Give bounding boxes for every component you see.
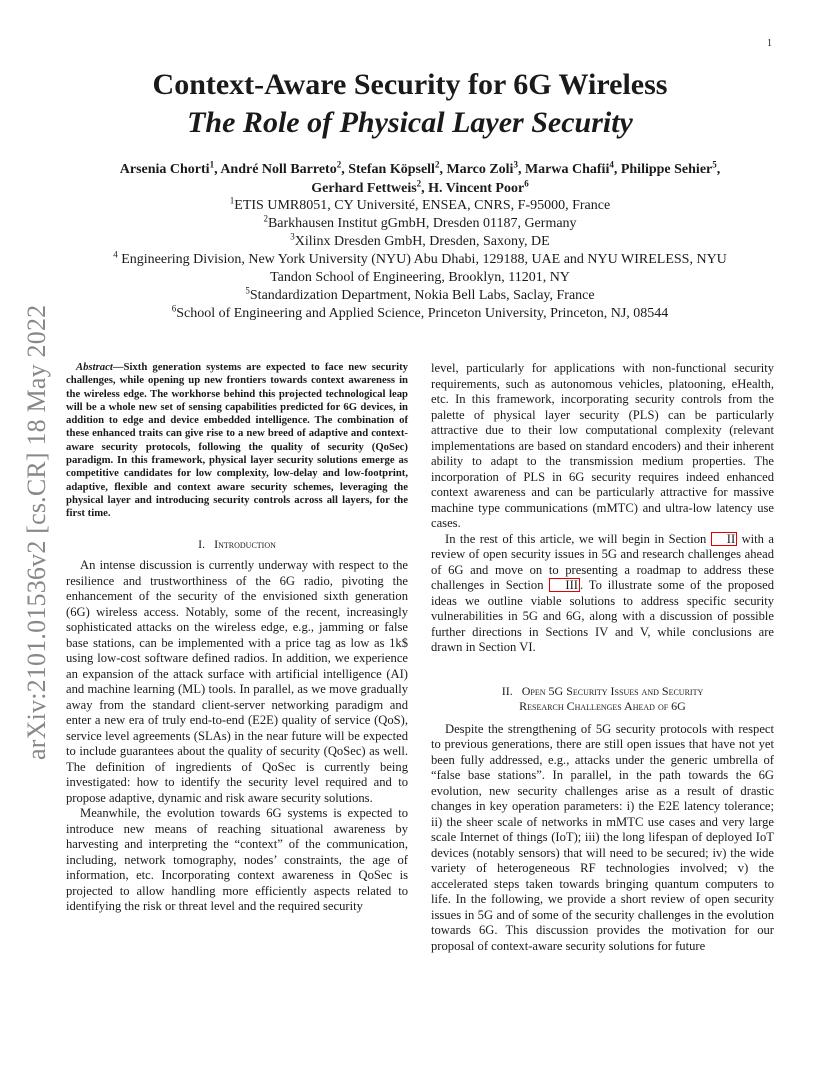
author-name: Marwa Chafii [524, 162, 610, 177]
author-name: Arsenia Chorti [119, 162, 210, 177]
paragraph: Meanwhile, the evolution towards 6G systems is expected to introduce new means of reaching situational awareness by harvesting and interpreting the “context” of the communication, including, network tomography, nodes’ constraints, the age of information, etc. Incorporating context awareness in QoSec is projected to allow handling more efficiently aspects related to identifying the risk or threat level and the required security [66, 806, 408, 914]
author-name: H. Vincent Poor [428, 181, 525, 196]
author-affil-mark: 4 [609, 159, 614, 170]
affiliation: $^6$School of Engineering and Applied Science, Princeton University, Princeton, NJ, 08544 [171, 303, 669, 321]
paragraph: level, particularly for applications with non-functional security requirements, such as autonomous vehicles, platooning, eHealth, etc. In this framework, incorporating security controls from the palette of physical layer security (PLS) can be particularly attractive due to their low computational complexity (relevant implementations are based on standard encoders) and their inherent ability to adapt to the transmission medium properties. The incorporation of PLS in 6G security requires indeed enhanced context awareness and can be particularly attractive for massive machine type communications (mMTC) and ultra-low latency use cases. [431, 361, 774, 530]
affiliation: $^4$ Engineering Division, New York University (NYU) Abu Dhabi, 129188, UAE and NYU WIRELESS, NYU [113, 249, 727, 267]
author-name: André Noll Barreto [220, 162, 337, 177]
section-ref-link[interactable]: II [711, 532, 737, 546]
abstract-text: —Sixth generation systems are expected to face new security challenges, while opening up new frontiers towards context awareness in the wireless edge. The workhorse behind this projected technological leap will be a whole new set of sensing capabilities predicted for 6G devices, in addition to edge and device embedded intelligence. The combination of these enhanced traits can give rise to a new breed of adaptive and context-aware security protocols, following the quality of security (QoSec) paradigm. In this framework, physical layer security solutions emerge as competitive candidates for low complexity, low-delay and low-footprint, adaptive, flexible and context aware security schemes, leveraging the physical layer and introducing security controls across all layers, for the first time. [66, 361, 408, 520]
author-name: Marco Zoli [446, 162, 514, 177]
abstract-label: Abstract [76, 361, 113, 373]
author-affil-mark: 3 [513, 159, 518, 170]
author-list: Arsenia Chorti$^1$, André Noll Barreto$^2$, Stefan Köpsell$^2$, Marco Zoli$^3$, Marwa Chafii$^4$, Philippe Sehier$^5$, Gerhard Fettweis$^2$, H. Vincent Poor$^6$ [119, 159, 721, 196]
affiliation-list [60, 197, 780, 323]
affiliation: $^1$ETIS UMR8051, CY Université, ENSEA, CNRS, F-95000, France [229, 195, 611, 213]
paper-title [60, 66, 760, 142]
author-affil-mark: 6 [524, 178, 529, 189]
paragraph: An intense discussion is currently underway with respect to the resilience and trustworthiness of the 6G radio, pivoting the enhancement of the security of the envisioned sixth generation (6G) wireless access. Notably, some of the recent, increasingly sophisticated attacks on the wireless edge, e.g., jamming or false base stations, can be implemented with a price tag as low as 1k$ using low-cost software defined radios. In addition, we experience an expansion of the attack surface with artificial intelligence (AI) and machine learning (ML) tools. In parallel, as we move gradually away from the standard client-server networking paradigm and enter a new era of truly end-to-end (E2E) quality of service (QoS), service level agreements (SLAs) in the near future will be expected to include guarantees about the quality of security (QoSec) as well. The definition of ingredients of QoSec is currently being investigated: how to identify the security level required and to propose adaptive, dynamic and risk aware security solutions. [66, 558, 408, 805]
affiliation: $^5$Standardization Department, Nokia Bell Labs, Saclay, France [245, 285, 595, 303]
affiliation: Tandon School of Engineering, Brooklyn, 11201, NY [270, 270, 570, 285]
section-heading-open-issues: II. Open 5G Security Issues and Security Research Challenges Ahead of 6G [501, 683, 704, 713]
affiliation: $^3$Xilinx Dresden GmbH, Dresden, Saxony, DE [290, 231, 550, 249]
right-column [431, 361, 774, 954]
affiliation: $^2$Barkhausen Institut gGmbH, Dresden 01187, Germany [263, 213, 577, 231]
section-heading-introduction: I. Introduction [198, 536, 276, 551]
author-affil-mark: 5 [712, 159, 717, 170]
arxiv-stamp: arXiv:2101.01536v2 [cs.CR] 18 May 2022 [22, 304, 51, 760]
left-column [66, 361, 408, 915]
author-name: Gerhard Fettweis [311, 181, 417, 196]
title-line-1: Context-Aware Security for 6G Wireless [152, 68, 668, 101]
title-line-2: The Role of Physical Layer Security [187, 106, 633, 139]
paragraph: Despite the strengthening of 5G security protocols with respect to previous generations, there are still open issues that have not yet been fully addressed, e.g., attacks under the generic umbrella of “false base stations”. In parallel, in the path towards the 6G evolution, new security challenges arise as a result of drastic changes in key operation parameters: i) the E2E latency tolerance; ii) the sheer scale of networks in mMTC use cases and very large scale Internet of things (IoT); iii) the long lifespan of deployed IoT devices (notably sensors) that will need to be secured; iv) the wide variety of heterogeneous RF technologies involved; v) the accelerated steps taken towards bringing quantum computers to life. In the following, we provide a short review of open security issues in 5G and of some of the security challenges in the evolution towards 6G. This discussion provides the motivation for our proposal of context-aware security solutions for future [431, 721, 774, 953]
abstract [66, 361, 408, 521]
author-name: Philippe Sehier [620, 162, 713, 177]
author-affil-mark: 1 [209, 159, 215, 170]
author-affil-mark: 2 [416, 178, 422, 189]
author-affil-mark: 2 [434, 159, 440, 170]
section-ref-link[interactable]: III [549, 578, 580, 592]
author-name: Stefan Köpsell [348, 162, 435, 177]
author-affil-mark: 2 [336, 159, 342, 170]
paragraph: In the rest of this article, we will begin in Section II with a review of open security issues in 5G and research challenges ahead of 6G and move on to presenting a roadmap to address these challenges in Section III . To illustrate some of the proposed ideas we outline viable solutions to address specific security vulnerabilities in 5G and 6G, along with a discussion of possible further directions in Sections IV and V, while conclusions are drawn in Section VI. [431, 531, 774, 654]
page-number: 1 [767, 38, 772, 49]
